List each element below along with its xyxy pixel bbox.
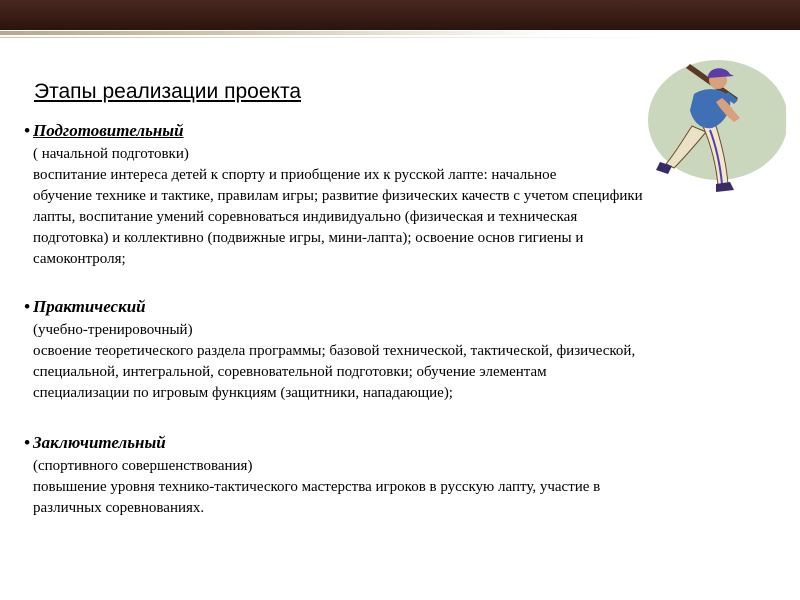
bullet-marker: • [24, 121, 30, 140]
stage-description-line: лапты, воспитание умений соревноваться индивидуально (физическая и техническая [33, 209, 578, 225]
header-accent-line [0, 31, 800, 35]
stage-heading [24, 121, 643, 141]
stage-heading [24, 297, 635, 317]
stage-description-line: различных соревнованиях. [33, 500, 205, 516]
stage-heading-text: Практический [33, 297, 146, 316]
stage-subtitle: (учебно-тренировочный) [33, 322, 193, 338]
stage-description-line: самоконтроля; [33, 251, 126, 267]
header-accent-line-thin [0, 37, 800, 38]
stage-description-line: специальной, интегральной, соревновательной подготовки; обучение элементам [33, 364, 547, 380]
page-title: Этапы реализации проекта [34, 80, 302, 103]
stage-description-line: обучение технике и тактике, правилам игры; развитие физических качеств с учетом специфики [33, 188, 643, 204]
stage-heading [24, 433, 600, 453]
bullet-marker: • [24, 433, 30, 452]
baseball-batter-icon [636, 46, 786, 216]
stage-preparatory [24, 121, 643, 270]
stage-description-line: освоение теоретического раздела программы; базовой технической, тактической, физической, [33, 343, 636, 359]
stage-subtitle: ( начальной подготовки) [33, 146, 189, 162]
stage-heading-text: Подготовительный [33, 121, 184, 140]
header-bar [0, 0, 800, 30]
stage-description-line: повышение уровня технико-тактического мастерства игроков в русскую лапту, участие в [33, 479, 601, 495]
bullet-marker: • [24, 297, 30, 316]
stage-description-line: специализации по игровым функциям (защитники, нападающие); [33, 385, 453, 401]
stage-description-line: воспитание интереса детей к спорту и приобщение их к русской лапте: начальное [33, 167, 557, 183]
stage-subtitle: (спортивного совершенствования) [33, 458, 253, 474]
stage-final [24, 433, 600, 519]
stage-practical [24, 297, 635, 404]
stage-description-line: подготовка) и коллективно (подвижные игры, мини-лапта); освоение основ гигиены и [33, 230, 584, 246]
stage-heading-text: Заключительный [33, 433, 166, 452]
